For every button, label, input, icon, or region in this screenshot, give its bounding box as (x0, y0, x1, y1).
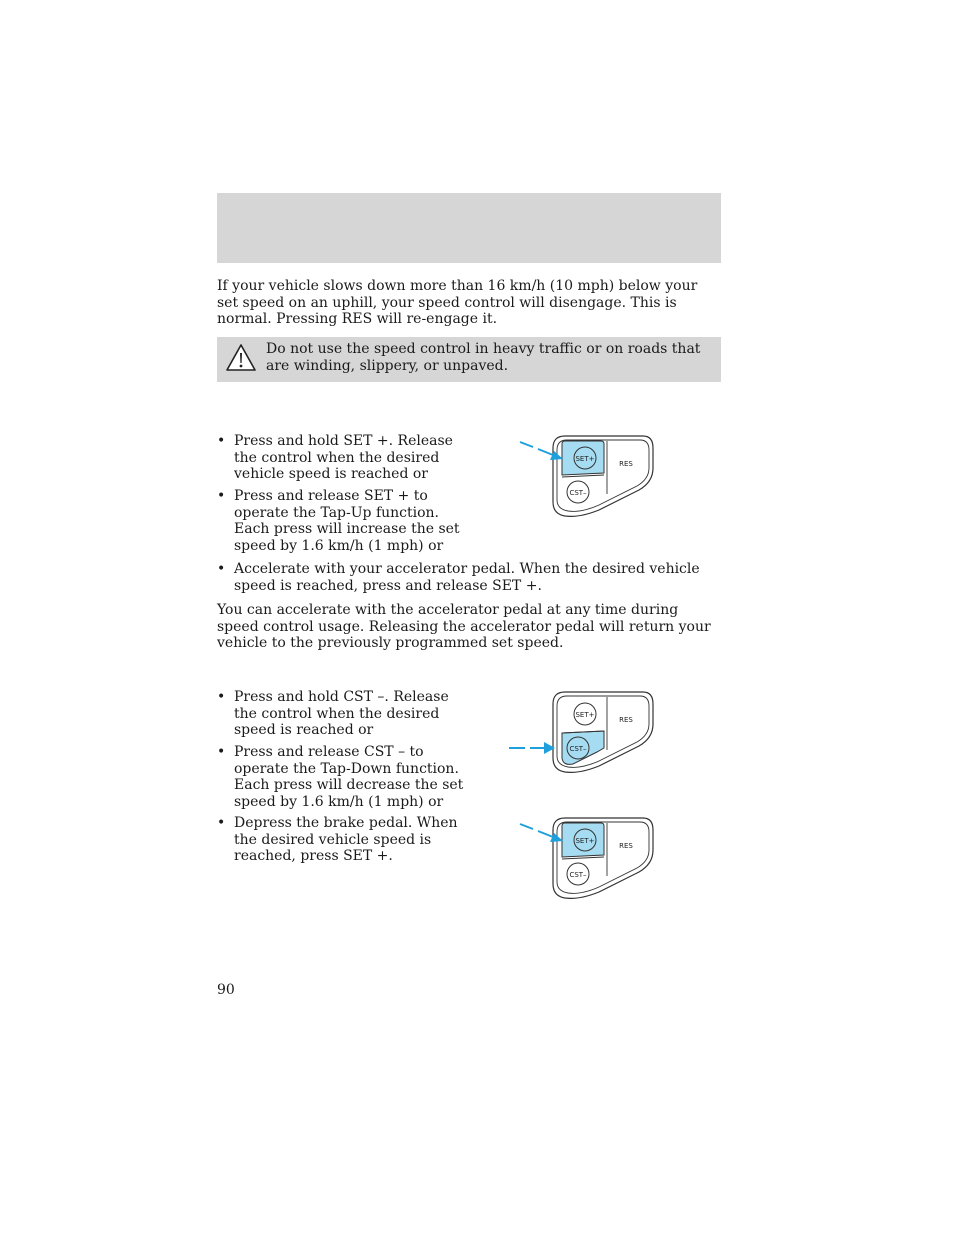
bullet-dot: • (217, 488, 226, 504)
set-button-label: SET+ (575, 837, 595, 845)
warning-box (217, 337, 721, 382)
section-header-band (217, 193, 721, 263)
speed-control-diagram-set (515, 430, 660, 520)
cst-button-label: CST– (569, 871, 587, 879)
bullet-dot: • (217, 815, 226, 831)
set-button-label: SET+ (575, 455, 595, 463)
bullet-text: Press and hold CST –. Release the control when the desired speed is reached or (234, 689, 449, 738)
bullet-text: Accelerate with your accelerator pedal. When the desired vehicle speed is reached, press and release SET +. (234, 561, 700, 594)
warning-triangle-icon (225, 343, 257, 373)
bullet-dot: • (217, 433, 226, 449)
cst-button-label: CST– (569, 489, 587, 497)
bullet-text: Press and release SET + to operate the Tap-Up function. Each press will increase the set speed by 1.6 km/h (1 mph) or (234, 488, 460, 554)
warning-text: Do not use the speed control in heavy traffic or on roads that are winding, slippery, or unpaved. (266, 341, 701, 374)
page-number: 90 (217, 982, 235, 998)
accelerate-note: You can accelerate with the accelerator pedal at any time during speed control usage. Releasing the accelerator pedal will return your vehicle to the previously programmed set speed. (217, 602, 711, 651)
bullet-text: Depress the brake pedal. When the desired vehicle speed is reached, press SET +. (234, 815, 458, 864)
cst-button-label: CST– (569, 745, 587, 753)
speed-control-diagram-set-brake (515, 812, 660, 902)
res-button-label: RES (619, 716, 633, 724)
speed-control-diagram-cst (505, 686, 660, 776)
bullet-dot: • (217, 561, 226, 577)
bullet-dot: • (217, 744, 226, 760)
res-button-label: RES (619, 842, 633, 850)
set-button-label: SET+ (575, 711, 595, 719)
bullet-dot: • (217, 689, 226, 705)
bullet-text: Press and hold SET +. Release the control when the desired vehicle speed is reached or (234, 433, 453, 482)
intro-paragraph: If your vehicle slows down more than 16 km/h (10 mph) below your set speed on an uphill, your speed control will disengage. This is normal. Pressing RES will re-engage it. (217, 278, 698, 327)
bullet-text: Press and release CST – to operate the Tap-Down function. Each press will decrease the set speed by 1.6 km/h (1 mph) or (234, 744, 464, 810)
res-button-label: RES (619, 460, 633, 468)
arrow-icon (509, 742, 555, 754)
